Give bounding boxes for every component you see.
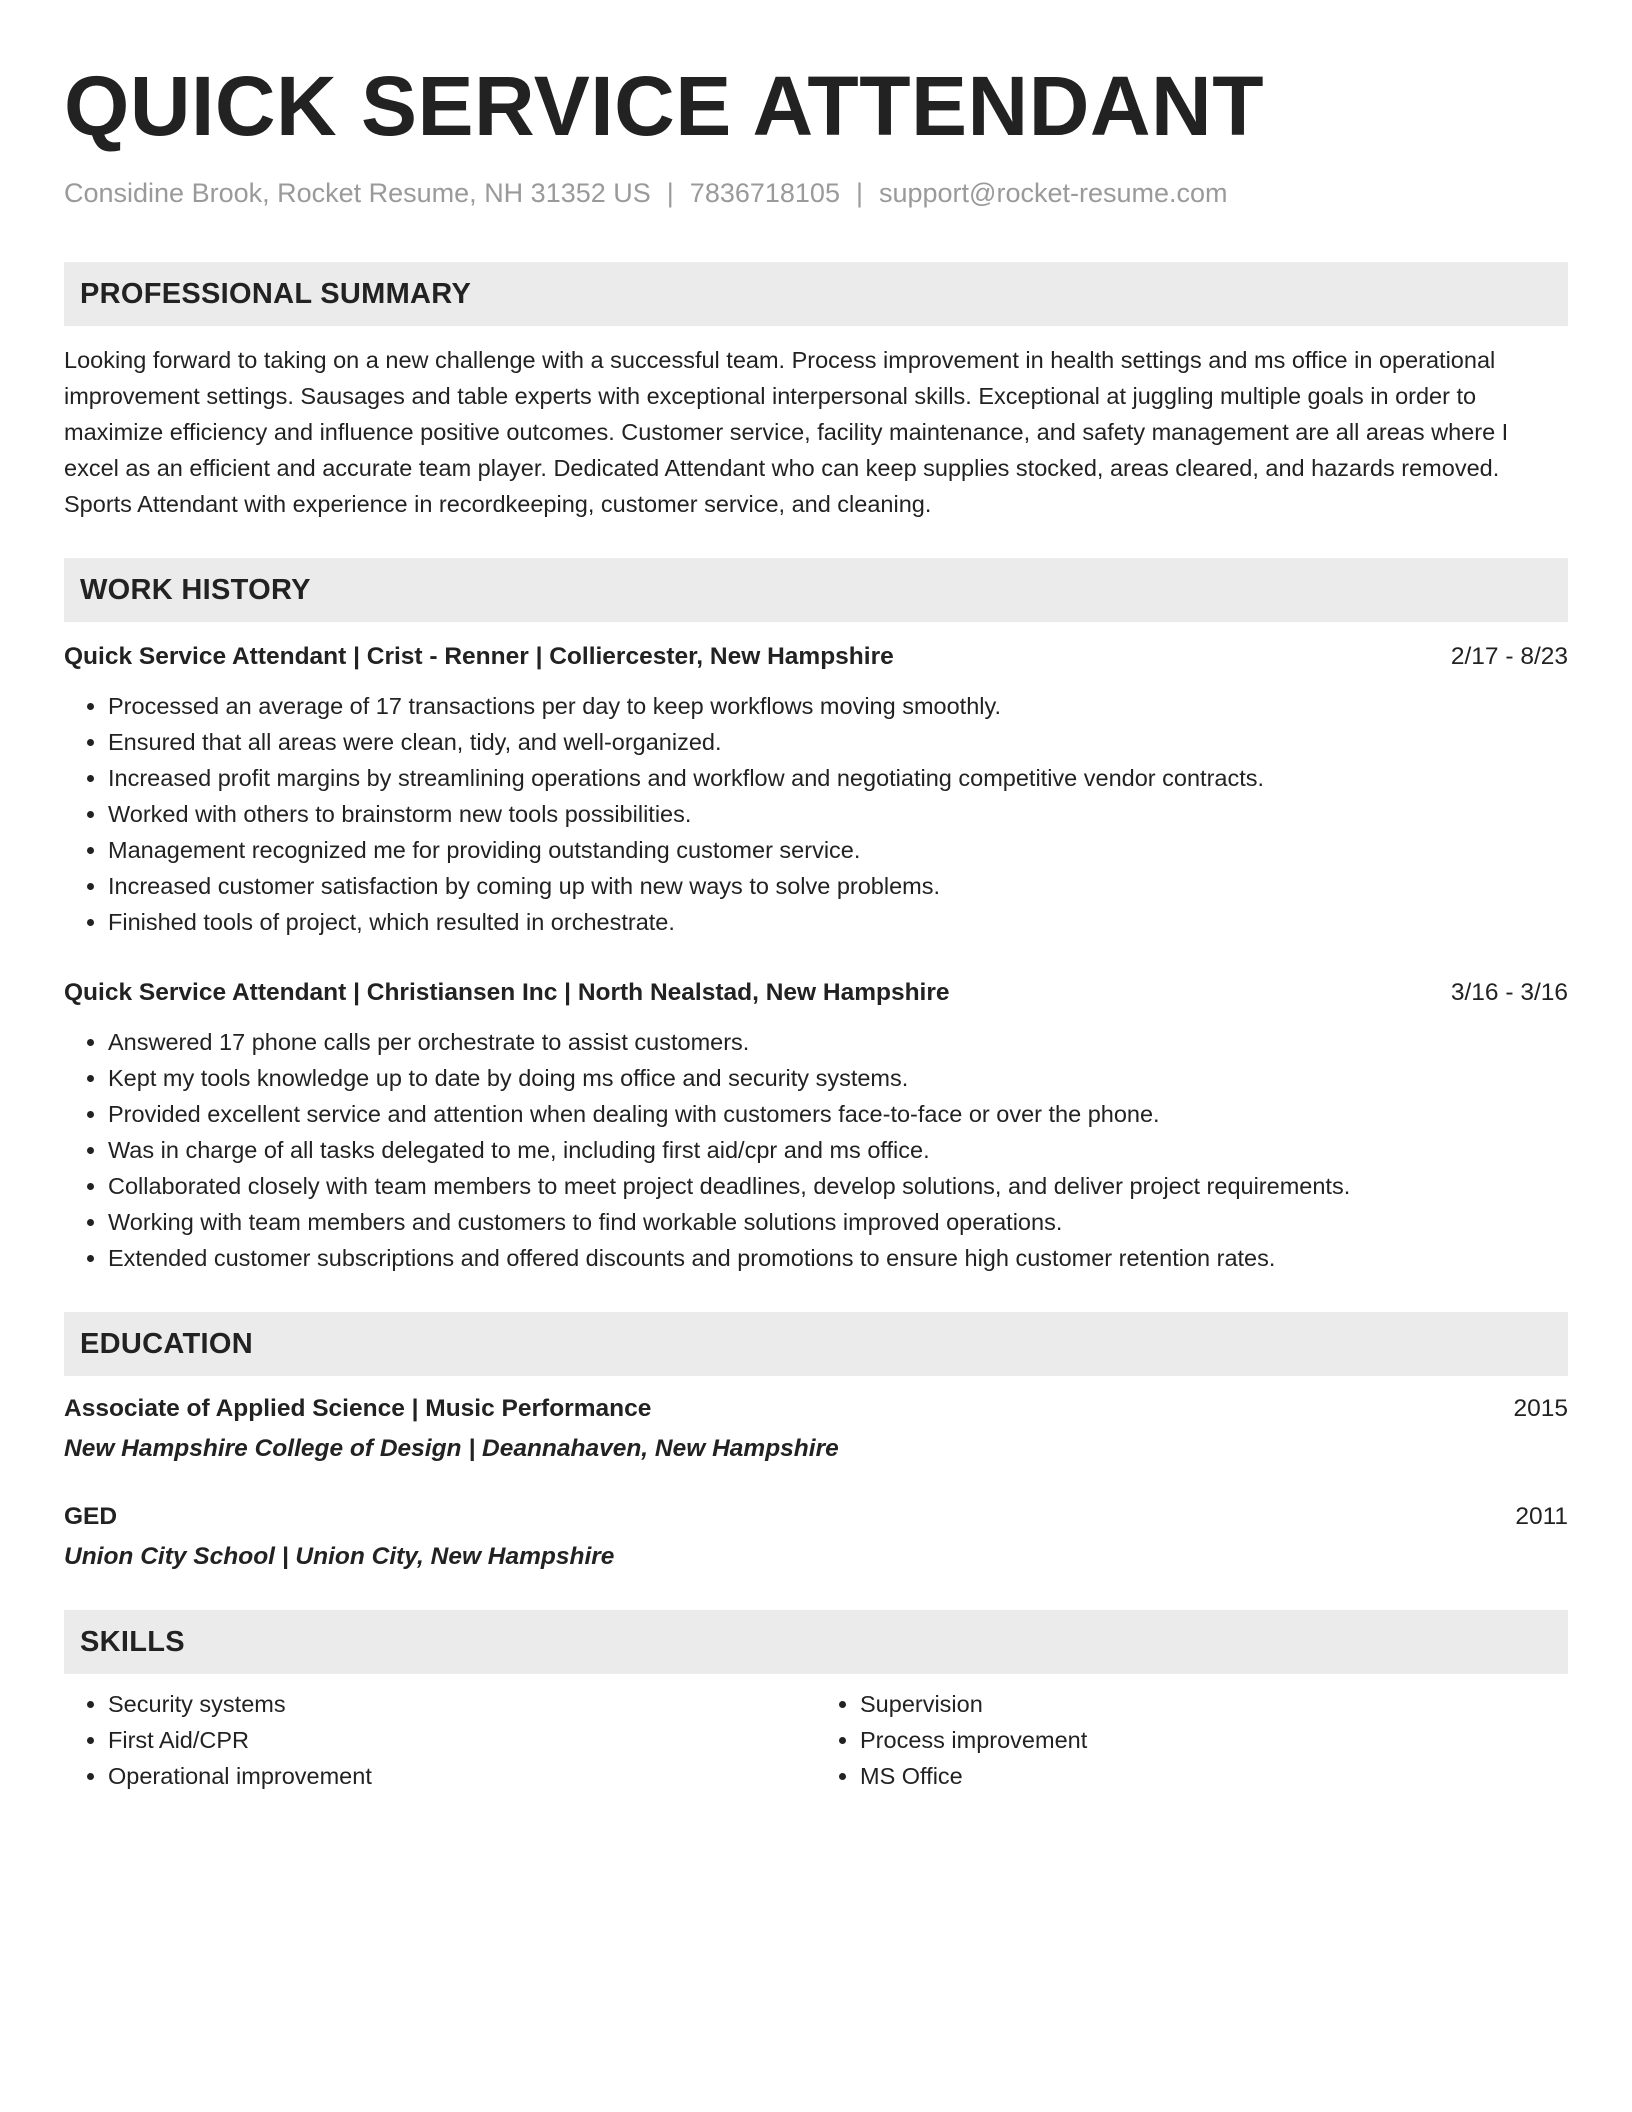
skills-columns — [64, 1686, 1568, 1794]
contact-line — [64, 176, 1568, 210]
education-header — [64, 1392, 1568, 1426]
education-entry — [64, 1392, 1568, 1466]
skill-item: • Supervision — [860, 1686, 1568, 1722]
job-entry — [64, 640, 1568, 940]
job-bullet: • Extended customer subscriptions and offered discounts and promotions to ensure high customer retention rates. — [108, 1240, 1568, 1276]
job-title: Quick Service Attendant | Crist - Renner | Colliercester, New Hampshire — [64, 643, 894, 670]
contact-email: support@rocket-resume.com — [878, 178, 1228, 208]
summary-text: Looking forward to taking on a new challenge with a successful team. Process improvement in health settings and ms office in operational improvement settings. Sausages and table experts with exceptional interpersonal skills. Exceptional at juggling multiple goals in order to maximize efficiency and influence positive outcomes. Customer service, facility maintenance, and safety management are all areas where I excel as an efficient and accurate team player. Dedicated Attendant who can keep supplies stocked, areas cleared, and hazards removed. Sports Attendant with experience in recordkeeping, customer service, and cleaning. — [64, 347, 1509, 517]
job-dates: 2/17 - 8/23 — [1450, 643, 1568, 670]
job-bullet: • Kept my tools knowledge up to date by doing ms office and security systems. — [108, 1060, 1568, 1096]
section-heading-work-history: WORK HISTORY — [64, 558, 1568, 622]
job-bullet: • Ensured that all areas were clean, tidy, and well-organized. — [108, 724, 1568, 760]
education-school: Union City School | Union City, New Hampshire — [64, 1543, 615, 1570]
job-bullet: • Working with team members and customers to find workable solutions improved operations. — [108, 1204, 1568, 1240]
skill-item: • Operational improvement — [108, 1758, 816, 1794]
job-bullet: • Processed an average of 17 transactions per day to keep workflows moving smoothly. — [108, 688, 1568, 724]
education-year: 2015 — [1513, 1395, 1568, 1422]
candidate-name: QUICK SERVICE ATTENDANT — [64, 59, 1265, 153]
contact-separator: | — [855, 178, 863, 208]
job-bullet: • Provided excellent service and attention when dealing with customers face-to-face or over the phone. — [108, 1096, 1568, 1132]
skill-item: • Process improvement — [860, 1722, 1568, 1758]
job-bullets — [64, 688, 1568, 940]
education-year: 2011 — [1515, 1503, 1568, 1530]
contact-separator: | — [666, 178, 674, 208]
job-bullets — [64, 1024, 1568, 1276]
job-title: Quick Service Attendant | Christiansen Inc | North Nealstad, New Hampshire — [64, 979, 950, 1006]
section-heading-summary: PROFESSIONAL SUMMARY — [64, 262, 1568, 326]
skills-section — [64, 1610, 1568, 1794]
job-header — [64, 640, 1568, 674]
education-entry — [64, 1500, 1568, 1574]
contact-address: Considine Brook, Rocket Resume, NH 31352 US — [64, 178, 651, 208]
section-heading-education: EDUCATION — [64, 1312, 1568, 1376]
skill-item: • Security systems — [108, 1686, 816, 1722]
education-degree: GED — [64, 1503, 118, 1530]
education-section — [64, 1312, 1568, 1574]
job-bullet: • Worked with others to brainstorm new tools possibilities. — [108, 796, 1568, 832]
skill-item: • First Aid/CPR — [108, 1722, 816, 1758]
job-entry — [64, 976, 1568, 1276]
work-history-section — [64, 558, 1568, 1276]
job-bullet: • Increased profit margins by streamlining operations and workflow and negotiating competitive vendor contracts. — [108, 760, 1568, 796]
skill-item: • MS Office — [860, 1758, 1568, 1794]
skills-column-right — [816, 1686, 1568, 1794]
education-degree: Associate of Applied Science | Music Performance — [64, 1395, 652, 1422]
job-bullet: • Answered 17 phone calls per orchestrate to assist customers. — [108, 1024, 1568, 1060]
skills-column-left — [64, 1686, 816, 1794]
contact-phone: 7836718105 — [689, 178, 840, 208]
job-bullet: • Management recognized me for providing outstanding customer service. — [108, 832, 1568, 868]
job-bullet: • Increased customer satisfaction by coming up with new ways to solve problems. — [108, 868, 1568, 904]
job-bullet: • Was in charge of all tasks delegated to me, including first aid/cpr and ms office. — [108, 1132, 1568, 1168]
education-header — [64, 1500, 1568, 1534]
job-dates: 3/16 - 3/16 — [1450, 979, 1568, 1006]
section-heading-skills: SKILLS — [64, 1610, 1568, 1674]
education-school: New Hampshire College of Design | Deannahaven, New Hampshire — [64, 1435, 839, 1462]
job-bullet: • Finished tools of project, which resulted in orchestrate. — [108, 904, 1568, 940]
job-header — [64, 976, 1568, 1010]
job-bullet: • Collaborated closely with team members to meet project deadlines, develop solutions, and deliver project requirements. — [108, 1168, 1568, 1204]
